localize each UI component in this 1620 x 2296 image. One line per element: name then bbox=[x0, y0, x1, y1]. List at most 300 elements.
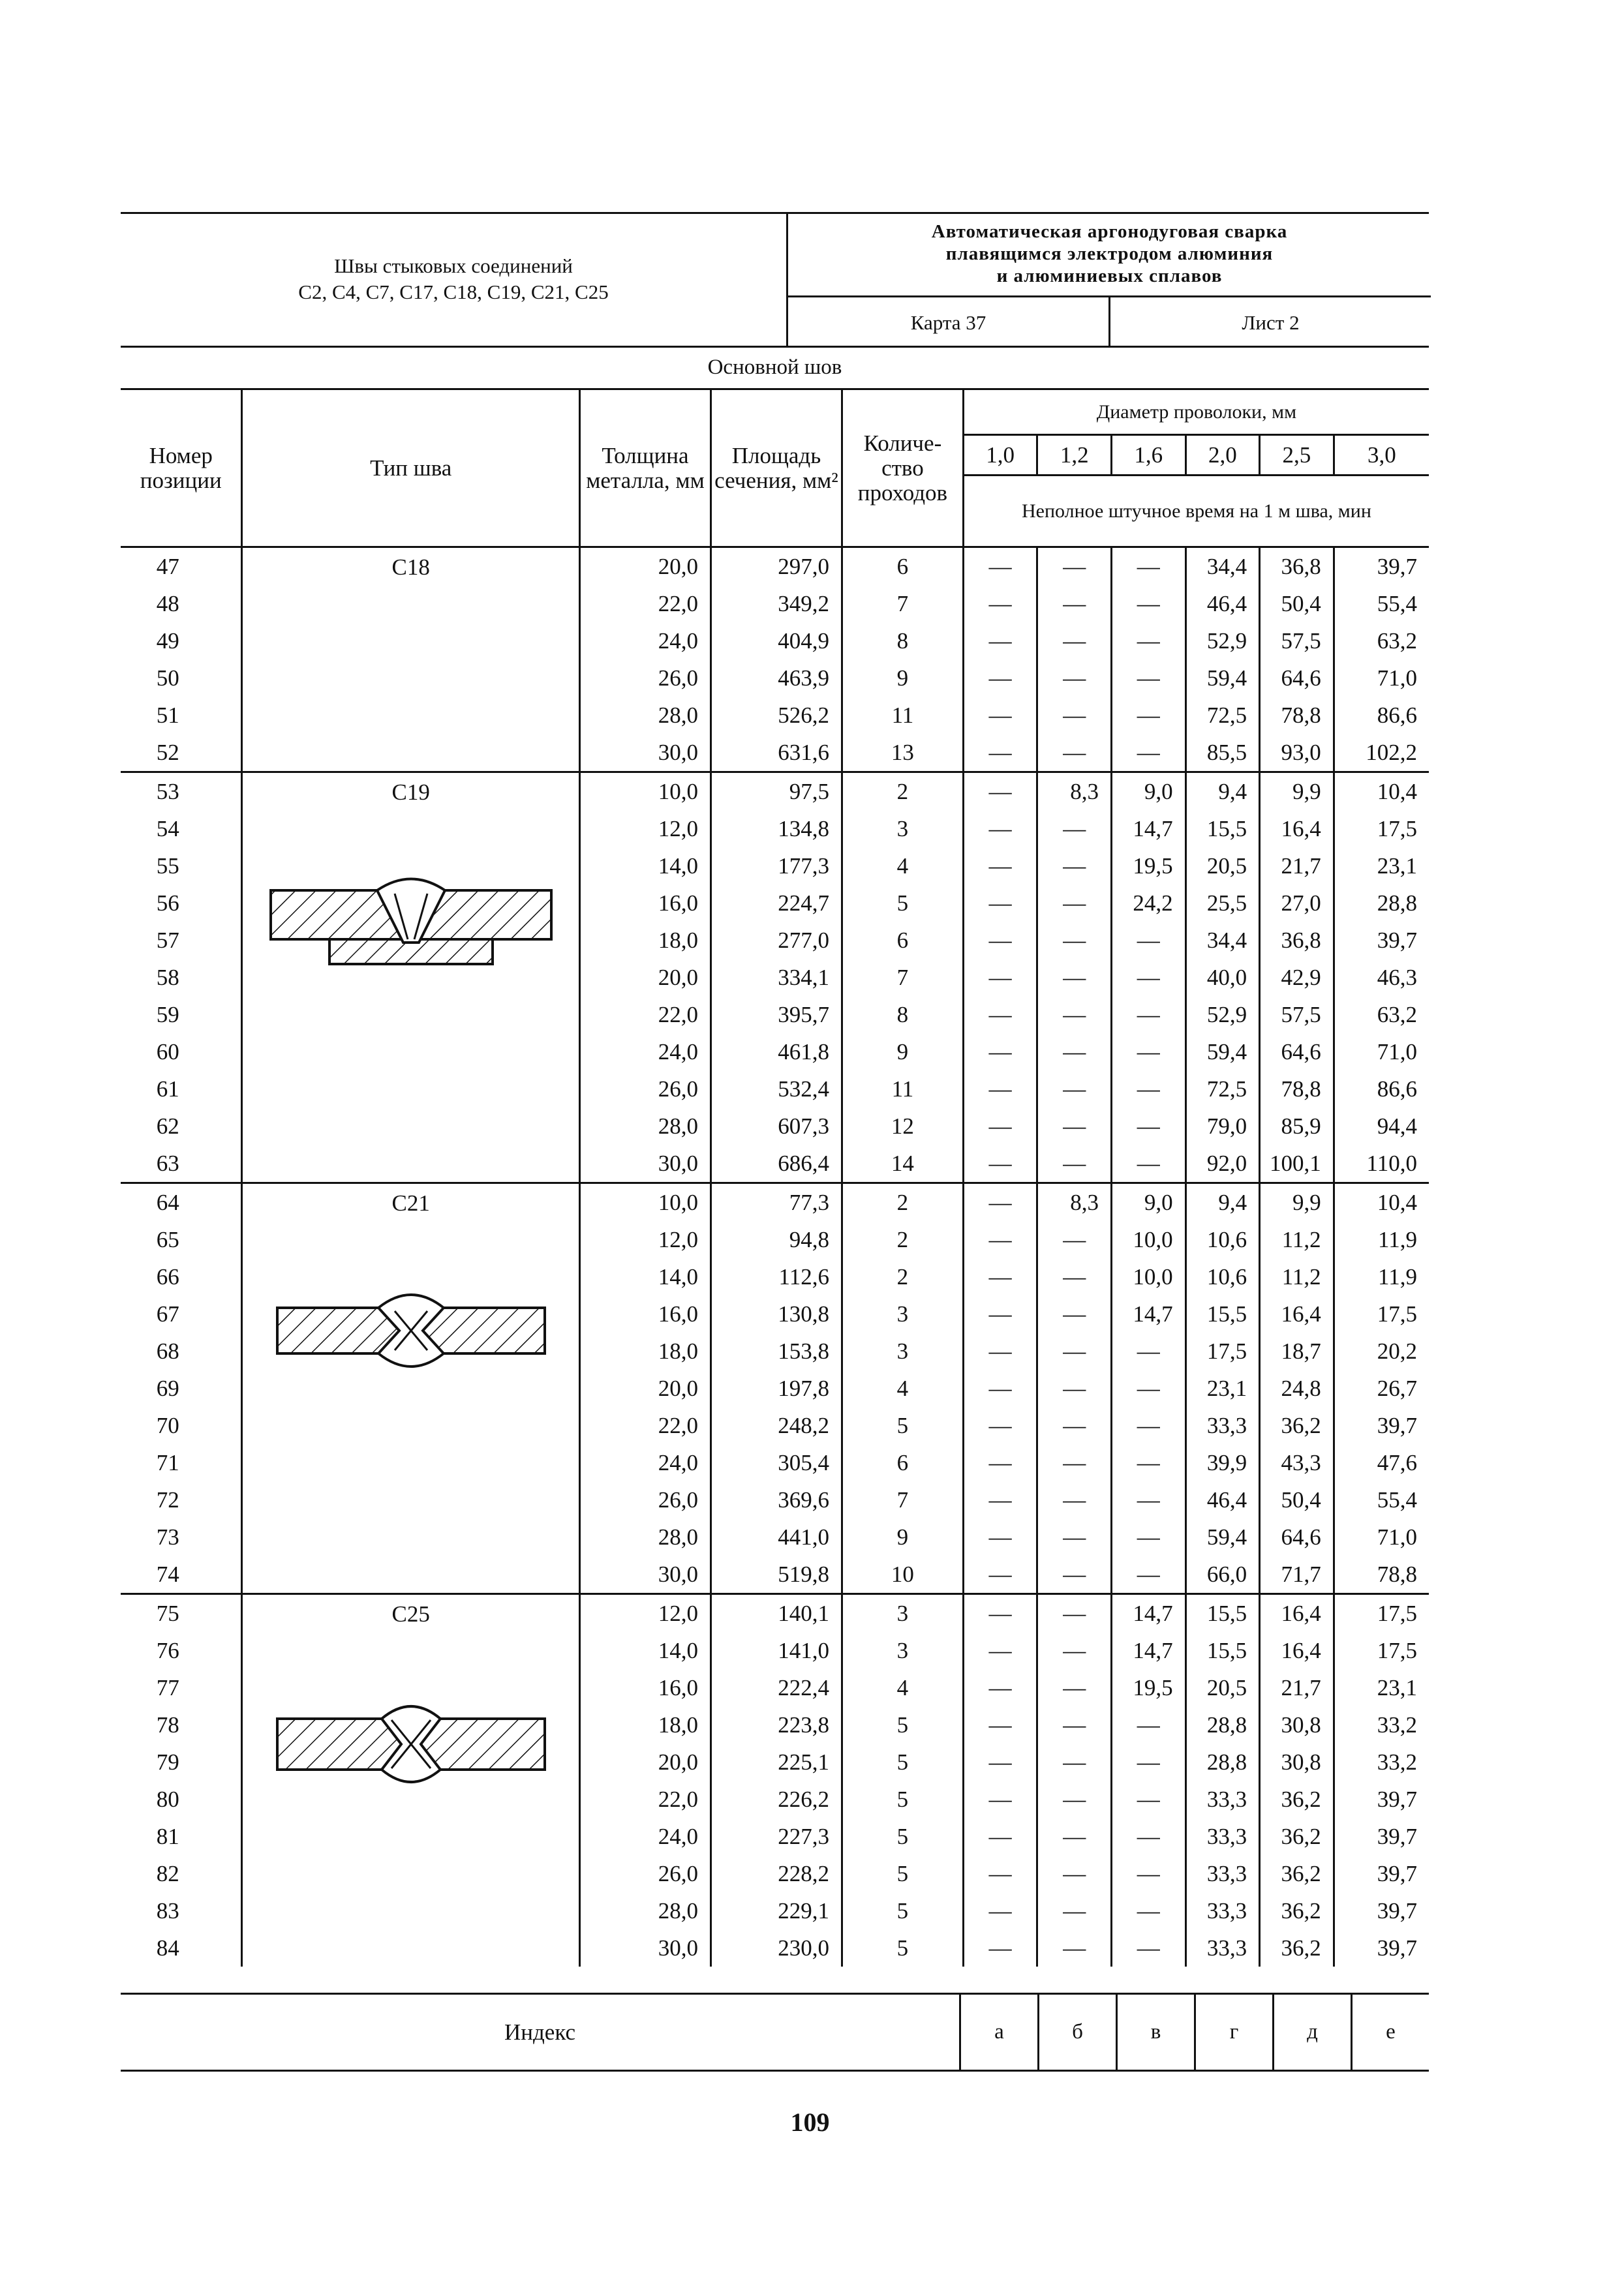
thickness-cell: 22,0 bbox=[579, 585, 711, 622]
passes-cell: 6 bbox=[842, 1444, 963, 1481]
time-cell-d3: 34,4 bbox=[1185, 547, 1260, 586]
time-cell-d4: 78,8 bbox=[1260, 1070, 1334, 1108]
passes-cell: 8 bbox=[842, 622, 963, 659]
area-cell: 532,4 bbox=[711, 1070, 842, 1108]
time-cell-d4: 85,9 bbox=[1260, 1108, 1334, 1145]
thickness-cell: 12,0 bbox=[579, 1594, 711, 1633]
thickness-cell: 30,0 bbox=[579, 1929, 711, 1967]
time-cell-d1: — bbox=[1037, 1556, 1112, 1594]
time-cell-d4: 16,4 bbox=[1260, 1594, 1334, 1633]
position-cell: 70 bbox=[156, 1412, 179, 1438]
passes-cell: 5 bbox=[842, 1781, 963, 1818]
thickness-cell: 16,0 bbox=[579, 884, 711, 922]
time-cell-d0: — bbox=[963, 1295, 1037, 1333]
time-cell-d5: 71,0 bbox=[1334, 1518, 1429, 1556]
time-cell-d2: — bbox=[1112, 1855, 1186, 1892]
thickness-cell: 24,0 bbox=[579, 1033, 711, 1070]
time-cell-d5: 39,7 bbox=[1334, 1892, 1429, 1929]
position-cell: 72 bbox=[156, 1487, 179, 1513]
time-cell-d5: 11,9 bbox=[1334, 1258, 1429, 1295]
thickness-cell: 12,0 bbox=[579, 1221, 711, 1258]
time-cell-d5: 110,0 bbox=[1334, 1145, 1429, 1183]
time-cell-d5: 78,8 bbox=[1334, 1556, 1429, 1594]
time-cell-d5: 23,1 bbox=[1334, 1669, 1429, 1706]
col-type: Тип шва bbox=[242, 389, 580, 547]
time-cell-d2: — bbox=[1112, 1518, 1186, 1556]
time-cell-d4: 36,8 bbox=[1260, 922, 1334, 959]
index-b: б bbox=[1037, 1995, 1116, 2070]
time-cell-d2: 10,0 bbox=[1112, 1258, 1186, 1295]
time-cell-d5: 17,5 bbox=[1334, 1295, 1429, 1333]
thickness-cell: 26,0 bbox=[579, 1070, 711, 1108]
position-cell: 58 bbox=[156, 964, 179, 990]
area-cell: 349,2 bbox=[711, 585, 842, 622]
time-cell-d2: 19,5 bbox=[1112, 1669, 1186, 1706]
header-joint-types: С2, С4, С7, С17, С18, С19, С21, С25 bbox=[298, 280, 609, 303]
time-cell-d5: 23,1 bbox=[1334, 847, 1429, 884]
time-cell-d1: — bbox=[1037, 1258, 1112, 1295]
area-cell: 334,1 bbox=[711, 959, 842, 996]
area-cell: 461,8 bbox=[711, 1033, 842, 1070]
area-cell: 112,6 bbox=[711, 1258, 842, 1295]
time-cell-d3: 15,5 bbox=[1185, 1632, 1260, 1669]
time-cell-d5: 39,7 bbox=[1334, 547, 1429, 586]
area-cell: 97,5 bbox=[711, 772, 842, 811]
time-cell-d0: — bbox=[963, 1744, 1037, 1781]
time-cell-d0: — bbox=[963, 1444, 1037, 1481]
time-cell-d5: 39,7 bbox=[1334, 1818, 1429, 1855]
area-cell: 197,8 bbox=[711, 1370, 842, 1407]
time-cell-d0: — bbox=[963, 1594, 1037, 1633]
position-cell: 63 bbox=[156, 1150, 179, 1176]
time-cell-d4: 21,7 bbox=[1260, 1669, 1334, 1706]
area-cell: 441,0 bbox=[711, 1518, 842, 1556]
time-cell-d1: — bbox=[1037, 1070, 1112, 1108]
time-cell-d0: — bbox=[963, 1033, 1037, 1070]
norms-table bbox=[121, 388, 1429, 1967]
thickness-cell: 12,0 bbox=[579, 810, 711, 847]
time-cell-d1: — bbox=[1037, 1033, 1112, 1070]
passes-cell: 3 bbox=[842, 1295, 963, 1333]
time-cell-d0: — bbox=[963, 847, 1037, 884]
table-row bbox=[121, 547, 1429, 586]
time-cell-d5: 86,6 bbox=[1334, 1070, 1429, 1108]
time-cell-d3: 40,0 bbox=[1185, 959, 1260, 996]
time-cell-d1: — bbox=[1037, 1781, 1112, 1818]
position-cell: 80 bbox=[156, 1786, 179, 1812]
position-cell: 67 bbox=[156, 1301, 179, 1327]
thickness-cell: 28,0 bbox=[579, 1108, 711, 1145]
time-cell-d3: 10,6 bbox=[1185, 1221, 1260, 1258]
time-cell-d5: 17,5 bbox=[1334, 1594, 1429, 1633]
passes-cell: 5 bbox=[842, 1929, 963, 1967]
time-cell-d3: 23,1 bbox=[1185, 1370, 1260, 1407]
time-cell-d3: 9,4 bbox=[1185, 1183, 1260, 1222]
thickness-cell: 20,0 bbox=[579, 1370, 711, 1407]
time-cell-d4: 30,8 bbox=[1260, 1744, 1334, 1781]
col-time: Неполное штучное время на 1 м шва, мин bbox=[963, 476, 1429, 547]
time-cell-d2: — bbox=[1112, 1333, 1186, 1370]
time-cell-d5: 20,2 bbox=[1334, 1333, 1429, 1370]
time-cell-d2: — bbox=[1112, 1781, 1186, 1818]
time-cell-d5: 55,4 bbox=[1334, 1481, 1429, 1518]
time-cell-d1: — bbox=[1037, 734, 1112, 772]
time-cell-d5: 28,8 bbox=[1334, 884, 1429, 922]
time-cell-d0: — bbox=[963, 1518, 1037, 1556]
area-cell: 395,7 bbox=[711, 996, 842, 1033]
table-row bbox=[121, 772, 1429, 811]
table-body bbox=[121, 547, 1429, 1967]
passes-cell: 3 bbox=[842, 1594, 963, 1633]
passes-cell: 5 bbox=[842, 1892, 963, 1929]
passes-cell: 7 bbox=[842, 585, 963, 622]
thickness-cell: 16,0 bbox=[579, 1669, 711, 1706]
time-cell-d4: 18,7 bbox=[1260, 1333, 1334, 1370]
position-cell: 79 bbox=[156, 1749, 179, 1775]
time-cell-d3: 33,3 bbox=[1185, 1855, 1260, 1892]
time-cell-d2: 19,5 bbox=[1112, 847, 1186, 884]
time-cell-d2: — bbox=[1112, 1108, 1186, 1145]
time-cell-d4: 9,9 bbox=[1260, 772, 1334, 811]
passes-cell: 4 bbox=[842, 1669, 963, 1706]
area-cell: 177,3 bbox=[711, 847, 842, 884]
time-cell-d3: 10,6 bbox=[1185, 1258, 1260, 1295]
thickness-cell: 26,0 bbox=[579, 1481, 711, 1518]
time-cell-d4: 11,2 bbox=[1260, 1221, 1334, 1258]
header-process bbox=[788, 212, 1431, 295]
time-cell-d0: — bbox=[963, 1407, 1037, 1444]
weld-c19-icon bbox=[267, 877, 555, 975]
position-cell: 69 bbox=[156, 1375, 179, 1401]
position-cell: 54 bbox=[156, 815, 179, 841]
position-cell: 83 bbox=[156, 1897, 179, 1924]
table-header bbox=[121, 389, 1429, 547]
time-cell-d4: 30,8 bbox=[1260, 1706, 1334, 1744]
time-cell-d2: — bbox=[1112, 1033, 1186, 1070]
time-cell-d3: 72,5 bbox=[1185, 697, 1260, 734]
time-cell-d1: — bbox=[1037, 1855, 1112, 1892]
area-cell: 526,2 bbox=[711, 697, 842, 734]
thickness-cell: 30,0 bbox=[579, 1145, 711, 1183]
time-cell-d3: 79,0 bbox=[1185, 1108, 1260, 1145]
weld-type-cell bbox=[242, 547, 580, 772]
time-cell-d3: 85,5 bbox=[1185, 734, 1260, 772]
table-row bbox=[121, 1594, 1429, 1633]
passes-cell: 8 bbox=[842, 996, 963, 1033]
position-cell: 61 bbox=[156, 1076, 179, 1102]
time-cell-d0: — bbox=[963, 1818, 1037, 1855]
time-cell-d5: 63,2 bbox=[1334, 622, 1429, 659]
passes-cell: 3 bbox=[842, 810, 963, 847]
thickness-cell: 18,0 bbox=[579, 922, 711, 959]
time-cell-d2: — bbox=[1112, 996, 1186, 1033]
area-cell: 686,4 bbox=[711, 1145, 842, 1183]
time-cell-d2: 14,7 bbox=[1112, 1594, 1186, 1633]
header-sheet: Лист 2 bbox=[1242, 310, 1300, 334]
thickness-cell: 22,0 bbox=[579, 1781, 711, 1818]
position-cell: 48 bbox=[156, 590, 179, 616]
passes-cell: 2 bbox=[842, 772, 963, 811]
passes-cell: 2 bbox=[842, 1221, 963, 1258]
thickness-cell: 22,0 bbox=[579, 996, 711, 1033]
passes-cell: 5 bbox=[842, 1706, 963, 1744]
time-cell-d4: 43,3 bbox=[1260, 1444, 1334, 1481]
passes-cell: 7 bbox=[842, 1481, 963, 1518]
area-cell: 77,3 bbox=[711, 1183, 842, 1222]
position-cell: 75 bbox=[121, 1594, 242, 1633]
time-cell-d3: 33,3 bbox=[1185, 1929, 1260, 1967]
time-cell-d3: 59,4 bbox=[1185, 1033, 1260, 1070]
time-cell-d5: 94,4 bbox=[1334, 1108, 1429, 1145]
time-cell-d2: — bbox=[1112, 1929, 1186, 1967]
time-cell-d2: 14,7 bbox=[1112, 1295, 1186, 1333]
time-cell-d2: — bbox=[1112, 1892, 1186, 1929]
area-cell: 223,8 bbox=[711, 1706, 842, 1744]
position-cell: 81 bbox=[156, 1823, 179, 1849]
area-cell: 404,9 bbox=[711, 622, 842, 659]
weld-type-cell bbox=[242, 1183, 580, 1594]
time-cell-d0: — bbox=[963, 734, 1037, 772]
header-joint-title: Швы стыковых соединений bbox=[334, 254, 573, 277]
time-cell-d4: 93,0 bbox=[1260, 734, 1334, 772]
time-cell-d3: 59,4 bbox=[1185, 659, 1260, 697]
area-cell: 140,1 bbox=[711, 1594, 842, 1633]
passes-cell: 9 bbox=[842, 1518, 963, 1556]
time-cell-d0: — bbox=[963, 884, 1037, 922]
col-thickness: Толщина металла, мм bbox=[579, 389, 711, 547]
position-cell: 49 bbox=[156, 627, 179, 654]
time-cell-d0: — bbox=[963, 1370, 1037, 1407]
time-cell-d0: — bbox=[963, 1108, 1037, 1145]
time-cell-d2: — bbox=[1112, 1444, 1186, 1481]
position-cell: 59 bbox=[156, 1001, 179, 1027]
time-cell-d1: — bbox=[1037, 622, 1112, 659]
col-diameter-0: 1,0 bbox=[963, 435, 1037, 476]
thickness-cell: 26,0 bbox=[579, 659, 711, 697]
index-d: д bbox=[1272, 1995, 1351, 2070]
position-cell: 51 bbox=[156, 702, 179, 728]
header-process-line2: плавящимся электродом алюминия bbox=[945, 243, 1274, 264]
time-cell-d3: 46,4 bbox=[1185, 1481, 1260, 1518]
passes-cell: 3 bbox=[842, 1333, 963, 1370]
time-cell-d1: — bbox=[1037, 1706, 1112, 1744]
time-cell-d0: — bbox=[963, 1669, 1037, 1706]
position-cell: 47 bbox=[121, 547, 242, 586]
time-cell-d4: 24,8 bbox=[1260, 1370, 1334, 1407]
position-cell: 71 bbox=[156, 1449, 179, 1475]
time-cell-d4: 36,2 bbox=[1260, 1407, 1334, 1444]
col-diameter: Диаметр проволоки, мм bbox=[963, 389, 1429, 435]
weld-type-label: С25 bbox=[391, 1601, 430, 1627]
thickness-cell: 20,0 bbox=[579, 959, 711, 996]
time-cell-d5: 33,2 bbox=[1334, 1706, 1429, 1744]
time-cell-d4: 16,4 bbox=[1260, 1632, 1334, 1669]
position-cell: 73 bbox=[156, 1524, 179, 1550]
time-cell-d0: — bbox=[963, 1929, 1037, 1967]
time-cell-d4: 27,0 bbox=[1260, 884, 1334, 922]
time-cell-d2: — bbox=[1112, 547, 1186, 586]
time-cell-d1: — bbox=[1037, 810, 1112, 847]
passes-cell: 2 bbox=[842, 1183, 963, 1222]
time-cell-d5: 39,7 bbox=[1334, 1929, 1429, 1967]
time-cell-d5: 71,0 bbox=[1334, 1033, 1429, 1070]
time-cell-d0: — bbox=[963, 1706, 1037, 1744]
time-cell-d5: 39,7 bbox=[1334, 1407, 1429, 1444]
index-label: Индекс bbox=[504, 2019, 576, 2045]
header-left bbox=[121, 212, 786, 346]
time-cell-d1: — bbox=[1037, 1594, 1112, 1633]
time-cell-d3: 15,5 bbox=[1185, 1295, 1260, 1333]
time-cell-d2: — bbox=[1112, 659, 1186, 697]
time-cell-d3: 15,5 bbox=[1185, 1594, 1260, 1633]
time-cell-d2: 10,0 bbox=[1112, 1221, 1186, 1258]
header-card-sheet bbox=[788, 295, 1431, 348]
time-cell-d1: — bbox=[1037, 922, 1112, 959]
time-cell-d2: — bbox=[1112, 1370, 1186, 1407]
area-cell: 228,2 bbox=[711, 1855, 842, 1892]
time-cell-d2: — bbox=[1112, 1818, 1186, 1855]
area-cell: 141,0 bbox=[711, 1632, 842, 1669]
time-cell-d4: 42,9 bbox=[1260, 959, 1334, 996]
time-cell-d1: — bbox=[1037, 1929, 1112, 1967]
passes-cell: 6 bbox=[842, 922, 963, 959]
position-cell: 55 bbox=[156, 853, 179, 879]
time-cell-d3: 28,8 bbox=[1185, 1706, 1260, 1744]
time-cell-d0: — bbox=[963, 1145, 1037, 1183]
time-cell-d5: 86,6 bbox=[1334, 697, 1429, 734]
time-cell-d3: 20,5 bbox=[1185, 1669, 1260, 1706]
time-cell-d2: — bbox=[1112, 959, 1186, 996]
time-cell-d1: — bbox=[1037, 1632, 1112, 1669]
time-cell-d4: 64,6 bbox=[1260, 1518, 1334, 1556]
time-cell-d0: — bbox=[963, 996, 1037, 1033]
thickness-cell: 28,0 bbox=[579, 697, 711, 734]
time-cell-d5: 11,9 bbox=[1334, 1221, 1429, 1258]
time-cell-d3: 66,0 bbox=[1185, 1556, 1260, 1594]
time-cell-d3: 33,3 bbox=[1185, 1818, 1260, 1855]
position-cell: 57 bbox=[156, 927, 179, 953]
time-cell-d4: 16,4 bbox=[1260, 810, 1334, 847]
time-cell-d5: 33,2 bbox=[1334, 1744, 1429, 1781]
thickness-cell: 24,0 bbox=[579, 1444, 711, 1481]
time-cell-d1: — bbox=[1037, 959, 1112, 996]
time-cell-d4: 9,9 bbox=[1260, 1183, 1334, 1222]
passes-cell: 4 bbox=[842, 1370, 963, 1407]
time-cell-d0: — bbox=[963, 1221, 1037, 1258]
weld-c25-icon bbox=[274, 1699, 548, 1790]
time-cell-d3: 33,3 bbox=[1185, 1892, 1260, 1929]
time-cell-d1: — bbox=[1037, 1370, 1112, 1407]
position-cell: 53 bbox=[121, 772, 242, 811]
area-cell: 369,6 bbox=[711, 1481, 842, 1518]
area-cell: 277,0 bbox=[711, 922, 842, 959]
time-cell-d5: 102,2 bbox=[1334, 734, 1429, 772]
area-cell: 607,3 bbox=[711, 1108, 842, 1145]
col-diameter-5: 3,0 bbox=[1334, 435, 1429, 476]
time-cell-d5: 71,0 bbox=[1334, 659, 1429, 697]
time-cell-d1: — bbox=[1037, 1145, 1112, 1183]
time-cell-d4: 50,4 bbox=[1260, 1481, 1334, 1518]
time-cell-d2: 14,7 bbox=[1112, 810, 1186, 847]
time-cell-d2: — bbox=[1112, 922, 1186, 959]
time-cell-d1: — bbox=[1037, 547, 1112, 586]
time-cell-d5: 39,7 bbox=[1334, 922, 1429, 959]
position-cell: 68 bbox=[156, 1338, 179, 1364]
table-row bbox=[121, 1183, 1429, 1222]
position-cell: 84 bbox=[156, 1935, 179, 1961]
passes-cell: 13 bbox=[842, 734, 963, 772]
passes-cell: 5 bbox=[842, 1818, 963, 1855]
area-cell: 222,4 bbox=[711, 1669, 842, 1706]
thickness-cell: 16,0 bbox=[579, 1295, 711, 1333]
time-cell-d3: 33,3 bbox=[1185, 1407, 1260, 1444]
area-cell: 153,8 bbox=[711, 1333, 842, 1370]
col-diameter-3: 2,0 bbox=[1185, 435, 1260, 476]
position-cell: 78 bbox=[156, 1712, 179, 1738]
time-cell-d0: — bbox=[963, 1183, 1037, 1222]
thickness-cell: 14,0 bbox=[579, 847, 711, 884]
time-cell-d5: 10,4 bbox=[1334, 772, 1429, 811]
time-cell-d4: 78,8 bbox=[1260, 697, 1334, 734]
index-e: е bbox=[1351, 1995, 1429, 2070]
time-cell-d1: — bbox=[1037, 1518, 1112, 1556]
time-cell-d2: — bbox=[1112, 1706, 1186, 1744]
header-card: Карта 37 bbox=[788, 297, 1110, 348]
time-cell-d5: 63,2 bbox=[1334, 996, 1429, 1033]
time-cell-d1: — bbox=[1037, 1221, 1112, 1258]
passes-cell: 5 bbox=[842, 1407, 963, 1444]
thickness-cell: 24,0 bbox=[579, 1818, 711, 1855]
passes-cell: 2 bbox=[842, 1258, 963, 1295]
area-cell: 248,2 bbox=[711, 1407, 842, 1444]
time-cell-d2: — bbox=[1112, 1481, 1186, 1518]
time-cell-d4: 36,2 bbox=[1260, 1892, 1334, 1929]
time-cell-d2: — bbox=[1112, 1556, 1186, 1594]
area-cell: 519,8 bbox=[711, 1556, 842, 1594]
time-cell-d0: — bbox=[963, 1632, 1037, 1669]
passes-cell: 11 bbox=[842, 697, 963, 734]
time-cell-d4: 36,8 bbox=[1260, 547, 1334, 586]
thickness-cell: 22,0 bbox=[579, 1407, 711, 1444]
position-cell: 64 bbox=[121, 1183, 242, 1222]
position-cell: 50 bbox=[156, 665, 179, 691]
passes-cell: 10 bbox=[842, 1556, 963, 1594]
time-cell-d2: — bbox=[1112, 1070, 1186, 1108]
time-cell-d3: 17,5 bbox=[1185, 1333, 1260, 1370]
area-cell: 225,1 bbox=[711, 1744, 842, 1781]
passes-cell: 12 bbox=[842, 1108, 963, 1145]
time-cell-d3: 46,4 bbox=[1185, 585, 1260, 622]
area-cell: 230,0 bbox=[711, 1929, 842, 1967]
time-cell-d0: — bbox=[963, 1258, 1037, 1295]
time-cell-d3: 33,3 bbox=[1185, 1781, 1260, 1818]
weld-c21-icon bbox=[274, 1288, 548, 1380]
area-cell: 226,2 bbox=[711, 1781, 842, 1818]
time-cell-d3: 39,9 bbox=[1185, 1444, 1260, 1481]
time-cell-d5: 17,5 bbox=[1334, 810, 1429, 847]
weld-type-label: С21 bbox=[391, 1190, 430, 1216]
area-cell: 297,0 bbox=[711, 547, 842, 586]
weld-type-cell bbox=[242, 772, 580, 1183]
time-cell-d2: 9,0 bbox=[1112, 772, 1186, 811]
col-diameter-4: 2,5 bbox=[1260, 435, 1334, 476]
area-cell: 229,1 bbox=[711, 1892, 842, 1929]
time-cell-d4: 57,5 bbox=[1260, 622, 1334, 659]
time-cell-d1: — bbox=[1037, 1108, 1112, 1145]
time-cell-d0: — bbox=[963, 1333, 1037, 1370]
document-header bbox=[121, 212, 1429, 346]
time-cell-d2: 9,0 bbox=[1112, 1183, 1186, 1222]
